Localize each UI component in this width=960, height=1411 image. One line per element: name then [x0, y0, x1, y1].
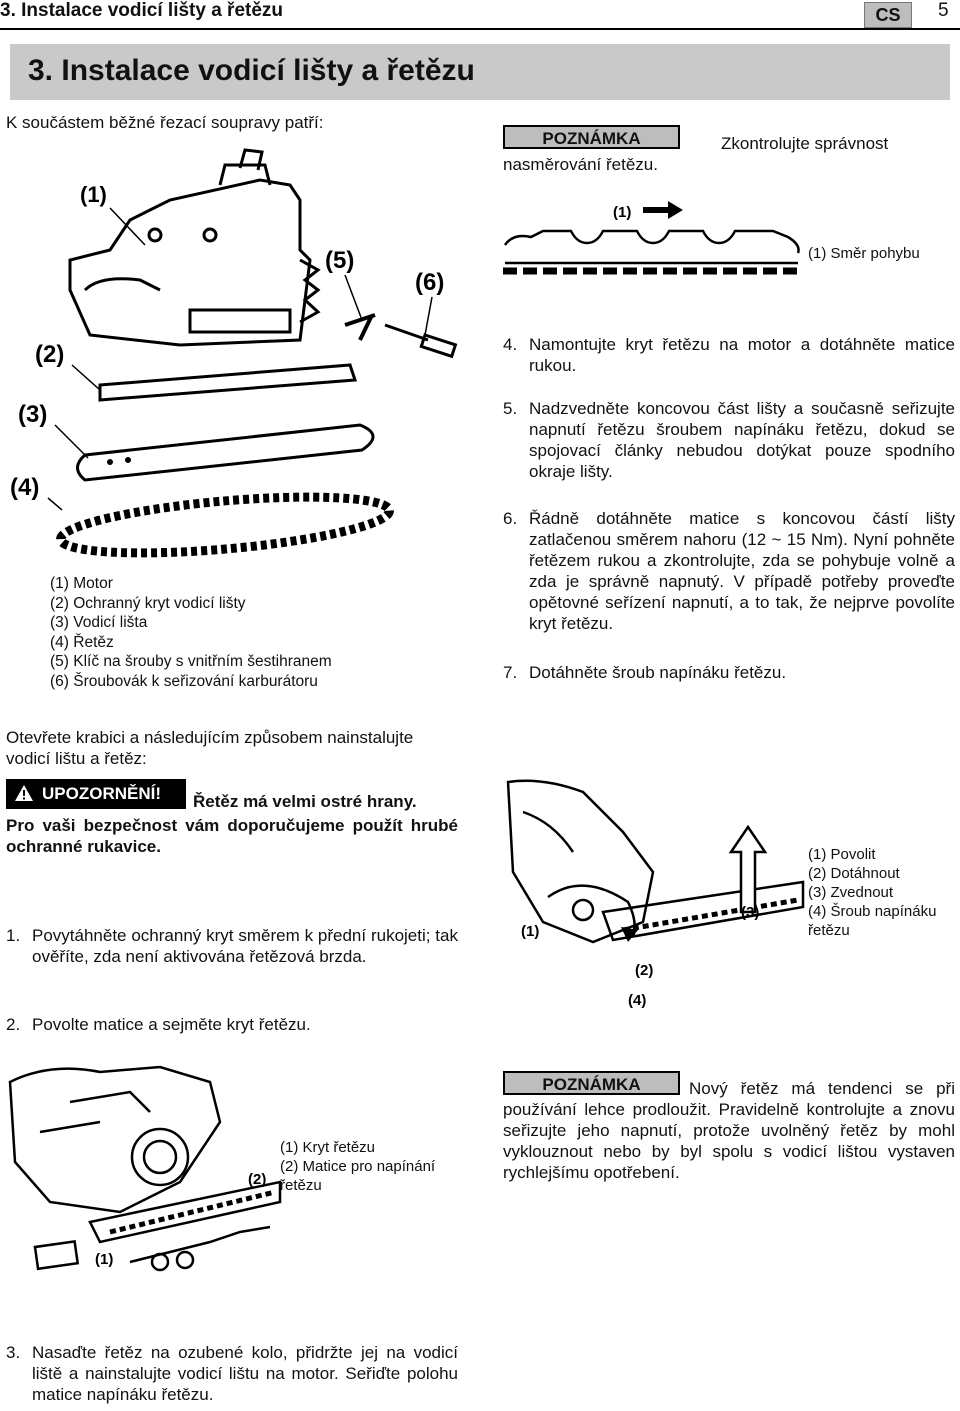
step-text: Namontujte kryt řetězu na motor a dotáhněte matice rukou. [529, 335, 955, 375]
step-text: Povolte matice a sejměte kryt řetězu. [32, 1015, 311, 1034]
step-number: 6. [503, 509, 518, 528]
step-text: Povytáhněte ochranný kryt směrem k přední rukojeti; tak ověříte, zda není aktivována řetězová brzda. [32, 926, 458, 966]
warning-line1: Řetěz má velmi ostré hrany. [193, 792, 417, 811]
step-number: 3. [6, 1343, 21, 1362]
step-text: Nadzvedněte koncovou část lišty a současně seřizujte napnutí řetězu šroubem napínáku řetězu, dokud se spojovací články nebudou dotýkat pouze spodního okraje lišty. [529, 399, 955, 481]
page-number: 5 [938, 0, 949, 21]
step-2 [6, 1014, 458, 1035]
legend-item: (4) Řetěz [50, 633, 114, 651]
step-text: Nasaďte řetěz na ozubené kolo, přidržte jej na vodicí liště a nainstalujte vodicí lištu na motor. Seřiďte polohu matice napínáku řetězu. [32, 1343, 458, 1404]
legend-item: (6) Šroubovák k seřizování karburátoru [50, 672, 318, 690]
step-7 [503, 662, 955, 683]
header-divider [0, 28, 960, 30]
open-box-text: Otevřete krabici a následujícím způsobem nainstalujte vodicí lištu a řetěz: [6, 728, 414, 768]
fig2-label-1: (1) [95, 1251, 114, 1268]
fig2-label-2: (2) [248, 1171, 267, 1188]
legend-item: (3) Zvednout [808, 884, 894, 901]
warning-line2: Pro vaši bezpečnost vám doporučujeme použít hrubé ochranné rukavice. [6, 816, 458, 856]
step-text: Řádně dotáhněte matice s koncovou částí lišty zatlačenou směrem nahoru (12 ~ 15 Nm). Nyní pohněte řetězem rukou a zkontrolujte, zda se pohybuje volně a zda je správně napnutý. V případě potřeby proveďte opětovné seřízení napnutí, a to tak, že nejprve povolíte kryt řetězu. [529, 509, 955, 633]
step-number: 5. [503, 399, 518, 418]
kit-legend [50, 574, 332, 692]
chainsaw-kit-illustration [0, 140, 470, 570]
step-number: 4. [503, 335, 518, 354]
step-3 [6, 1342, 458, 1405]
callout-1: (1) [80, 182, 107, 207]
legend-item: (2) Matice pro napínání řetězu [280, 1158, 436, 1194]
chain-arrow-label: (1) [613, 204, 632, 221]
callout-3: (3) [18, 401, 48, 428]
fig3-legend [808, 845, 956, 940]
legend-item: (1) Povolit [808, 846, 876, 863]
step-6 [503, 508, 955, 634]
note2-text: Nový řetěz má tendenci se při používání lehce prodloužit. Pravidelně kontrolujte a znovu seřizujte jeho napnutí, protože uvolněný řetěz by mohl vyklouznout nebo by byl spolu s vodicí lištou vystaven rychlejšímu opotřebení. [503, 1079, 955, 1182]
note1-text-b: nasměrování řetězu. [503, 155, 658, 174]
legend-item: (5) Klíč na šrouby s vnitřním šestihranem [50, 653, 332, 671]
callout-5: (5) [325, 247, 355, 274]
fig3-label-4: (4) [628, 992, 647, 1009]
running-header-title: 3. Instalace vodicí lišty a řetězu [0, 0, 284, 21]
chain-tension-illustration [503, 772, 803, 1012]
step-1 [6, 925, 458, 967]
warning-label: UPOZORNĚNÍ! [42, 784, 161, 803]
fig2-legend [280, 1138, 460, 1195]
direction-arrow-icon [643, 201, 683, 219]
chain-cover-illustration [10, 1062, 280, 1292]
legend-item: (4) Šroub napínáku řetězu [808, 903, 937, 939]
chain-legend: (1) Směr pohybu [808, 245, 920, 262]
callout-2: (2) [35, 341, 65, 368]
step-5 [503, 398, 955, 482]
fig3-label-3: (3) [741, 904, 760, 921]
warning-badge [6, 779, 186, 809]
step-number: 7. [503, 663, 518, 682]
page-title: 3. Instalace vodicí lišty a řetězu [28, 54, 475, 87]
callout-6: (6) [415, 269, 445, 296]
callout-4: (4) [10, 474, 40, 501]
legend-item: (2) Ochranný kryt vodicí lišty [50, 594, 246, 612]
section-title-bar [10, 44, 950, 100]
step-4 [503, 334, 955, 376]
legend-item: (2) Dotáhnout [808, 865, 900, 882]
chain-direction-illustration [503, 195, 803, 285]
step-number: 1. [6, 926, 21, 945]
legend-item: (1) Kryt řetězu [280, 1139, 376, 1156]
lift-arrow-icon [731, 827, 765, 912]
intro-text: K součástem běžné řezací soupravy patří: [6, 113, 324, 132]
language-badge: CS [864, 2, 912, 28]
note1-text-a: Zkontrolujte správnost [721, 134, 889, 153]
legend-item: (1) Motor [50, 575, 113, 592]
fig3-label-1: (1) [521, 923, 540, 940]
step-number: 2. [6, 1015, 21, 1034]
step-text: Dotáhněte šroub napínáku řetězu. [529, 663, 787, 682]
fig3-label-2: (2) [635, 962, 654, 979]
note-badge-2: POZNÁMKA [503, 1071, 680, 1095]
note-badge: POZNÁMKA [503, 125, 680, 149]
legend-item: (3) Vodicí lišta [50, 614, 148, 632]
warning-triangle-icon [14, 784, 34, 802]
